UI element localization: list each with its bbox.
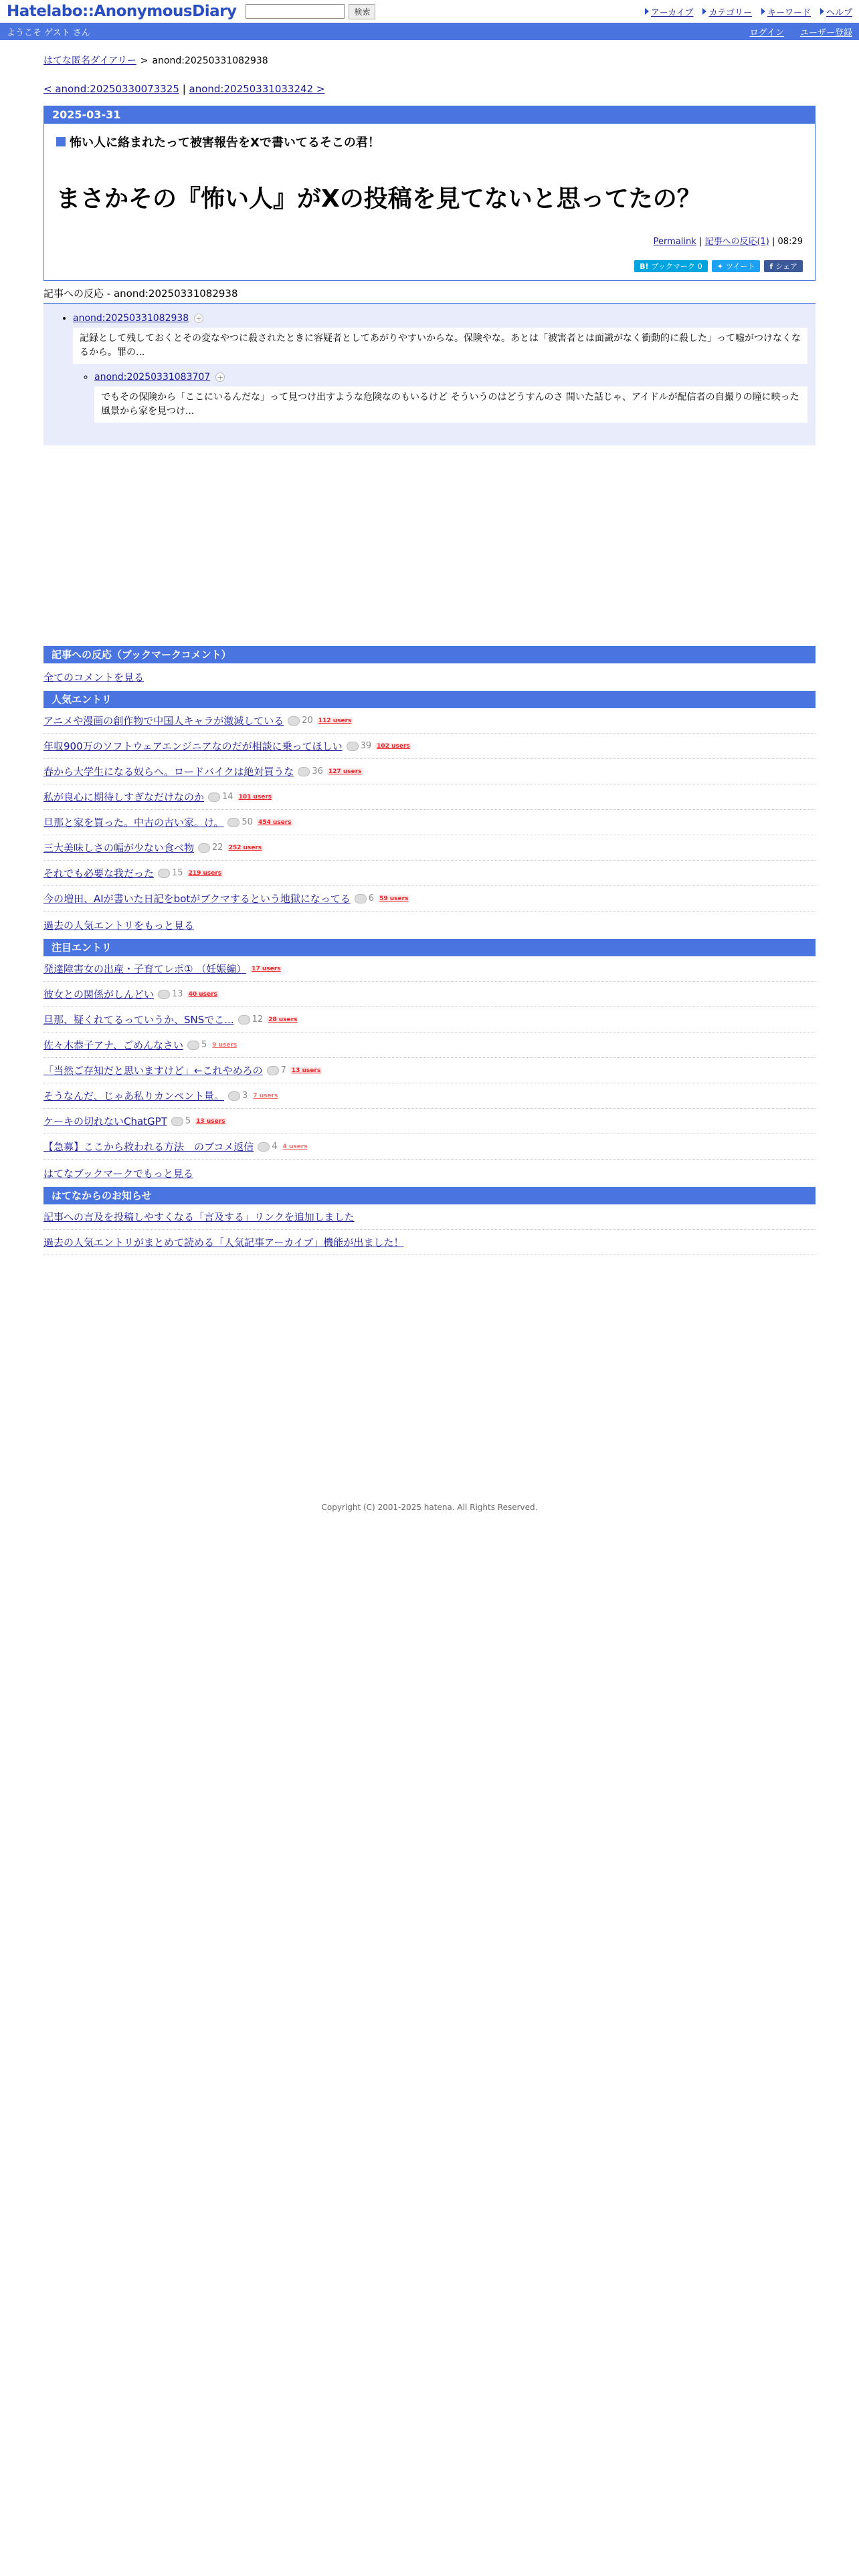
comment-bubble-icon [171,1117,183,1126]
search-input[interactable] [246,4,345,19]
nav-help-label: ヘルプ [826,7,852,18]
featured-entry-link[interactable]: ケーキの切れないChatGPT [43,1115,167,1128]
site-logo[interactable]: Hatelabo::AnonymousDiary [7,3,237,20]
reactions-link[interactable]: 記事への反応(1) [704,237,769,247]
expand-plus-icon[interactable]: + [215,372,225,382]
comment-count[interactable] [158,989,183,999]
hatena-bookmark-label: ブックマーク [651,262,695,271]
triangle-icon [645,8,649,15]
comment-bubble-icon [228,1091,240,1101]
featured-entry-link[interactable]: 佐々木恭子アナ、ごめんなさい [43,1039,183,1051]
popular-entry [43,708,816,734]
comment-count-value: 20 [302,716,313,726]
users-badge[interactable]: 7 users [253,1092,278,1099]
users-badge[interactable]: 9 users [212,1041,237,1049]
reaction-item [52,313,807,423]
popular-entry [43,861,816,886]
more-popular-link[interactable]: 過去の人気エントリをもっと見る [43,920,195,932]
nav-category-label: カテゴリー [708,7,752,18]
reaction-child [73,372,807,423]
breadcrumb-home[interactable]: はてな匿名ダイアリー [43,56,136,66]
featured-entry [43,1134,816,1160]
breadcrumb-current: anond:20250331082938 [152,56,268,66]
comment-count-value: 14 [222,792,233,802]
featured-entry [43,956,816,982]
reactions-tree [43,304,816,445]
hatena-bookmark-button[interactable] [634,260,708,272]
nav-keyword-label: キーワード [767,7,811,18]
nav-archive[interactable] [645,5,694,18]
users-badge[interactable]: 28 users [268,1016,298,1023]
comment-count-value: 13 [172,989,183,999]
popular-entries-heading: 人気エントリ [43,691,816,708]
popular-entry [43,784,816,810]
breadcrumb-separator: > [140,56,149,66]
comment-count-value: 39 [360,741,372,751]
comment-count-value: 22 [212,843,223,853]
entry-text: まさかその『怖い人』がXの投稿を見てないと思ってたの？ [56,185,701,213]
users-badge[interactable]: 112 users [318,717,352,724]
users-badge[interactable]: 219 users [188,869,222,877]
expand-plus-icon[interactable]: + [194,314,203,323]
nav-category[interactable] [702,5,751,18]
featured-entry [43,1007,816,1033]
users-badge[interactable]: 17 users [252,965,281,972]
comment-count[interactable] [198,843,223,853]
comment-count-value: 12 [252,1014,264,1025]
more-bookmarks-link[interactable]: はてなブックマークでもっと見る [43,1168,193,1180]
featured-entries-list [43,956,816,1160]
entry-meta [56,234,803,247]
hatena-news-heading: はてなからのお知らせ [43,1187,816,1204]
top-bar [0,0,859,23]
popular-entry [43,886,816,911]
reactions-heading: 記事への反応 - anond:20250331082938 [43,286,816,304]
comment-bubble-icon [258,1142,270,1152]
users-badge[interactable]: 101 users [238,793,272,800]
popular-entry [43,835,816,861]
popular-entry [43,810,816,835]
comment-count[interactable] [288,716,313,726]
triangle-icon [820,8,824,15]
triangle-icon [761,8,765,15]
permalink-link[interactable]: Permalink [653,237,696,247]
comment-count[interactable] [258,1142,277,1152]
reaction-quote: 記録として残しておくとその変なやつに殺されたときに容疑者としてあがりやすいからな。保険やな。あとは「被害者とは面識がなく衝動的に殺した」って嘘がつけなくなるから。罪の... [73,328,807,364]
users-badge[interactable]: 4 users [282,1143,308,1150]
copyright: Copyright (C) 2001-2025 hatena. All Rights Reserved. [321,1503,538,1512]
featured-entry [43,1083,816,1109]
comment-bubble-icon [198,843,210,853]
comment-bubble-icon [208,792,220,802]
popular-entries-list [43,708,816,911]
top-nav [645,5,852,18]
facebook-share-label: シェア [775,262,797,271]
share-buttons [56,260,803,272]
comment-bubble-icon [355,894,367,903]
comment-bubble-icon [158,869,170,878]
main-content [43,40,816,1512]
featured-entry [43,1058,816,1083]
comment-count[interactable] [227,817,253,827]
welcome-bar [0,23,859,40]
users-badge[interactable]: 13 users [196,1117,225,1125]
reaction-child-quote: でもその保険から「ここにいるんだな」って見つけ出すような危険なのもいるけど そういうのはどうすんのさ 間いた話じゃ、アイドルが配信者の自撮りの瞳に映った風景から家を見つけ... [94,387,807,423]
tweet-button[interactable] [712,260,761,272]
breadcrumb [43,53,816,67]
popular-entry-link[interactable]: 今の増田、AIが書いた日記をbotがブクマするという地獄になってる [43,893,351,905]
comment-bubble-icon [227,818,240,827]
search-button[interactable]: 検索 [349,4,375,19]
entry-date: 2025-03-31 [44,106,815,124]
news-item-link[interactable]: 過去の人気エントリがまとめて読める「人気記事アーカイブ」機能が出ました！ [43,1237,404,1249]
comment-bubble-icon [187,1041,199,1050]
comment-count-value: 3 [242,1091,248,1101]
comment-bubble-icon [288,716,300,726]
login-link[interactable]: ログイン [749,27,784,38]
comment-count[interactable] [238,1014,264,1025]
nav-help[interactable] [820,5,852,18]
popular-entry-link[interactable]: 私が良心に期待しすぎなだけなのか [43,791,205,803]
comment-count[interactable] [228,1091,248,1101]
comment-count-value: 36 [312,766,323,776]
comment-count-value: 6 [368,893,375,903]
featured-entry [43,982,816,1007]
comment-count-value: 50 [242,817,253,827]
ad-space [43,445,816,646]
users-badge[interactable]: 59 users [379,895,409,902]
bookmark-comments-heading: 記事への反応（ブックマークコメント） [43,646,816,663]
comment-count[interactable] [158,868,183,878]
entry-title [56,133,803,150]
nav-archive-label: アーカイブ [650,7,694,18]
facebook-f-icon: f [769,261,773,271]
pager-separator: | [182,83,186,95]
meta-separator: | [772,237,775,247]
comment-count[interactable] [347,741,372,751]
comment-bubble-icon [238,1015,250,1025]
reaction-child-link[interactable]: ◦ anond:20250331083707 [94,372,211,383]
comment-count-value: 5 [185,1116,191,1126]
users-badge[interactable]: 13 users [291,1067,321,1074]
featured-entry-link[interactable]: 彼女との関係がしんどい [43,988,155,1000]
comment-count[interactable] [208,792,233,802]
meta-separator: | [698,237,702,247]
popular-entry-link[interactable]: 三大美味しさの幅が少ない食べ物 [43,842,195,854]
comment-count[interactable] [267,1065,286,1075]
popular-entry-link[interactable]: アニメや漫画の創作物で中国人キャラが激減している [43,715,284,727]
comment-count[interactable] [171,1116,191,1126]
comment-bubble-icon [158,990,170,999]
comment-bubble-icon [298,767,310,776]
entry-pager [43,83,816,95]
featured-entry [43,1033,816,1058]
featured-entry-link[interactable]: 発達障害女の出産・子育てレポ① （妊娠編） [43,963,247,975]
comment-bubble-icon [267,1066,279,1075]
search-form [246,4,375,19]
twitter-bird-icon: ✦ [717,261,723,271]
popular-entry [43,759,816,784]
tweet-label: ツイート [725,262,755,271]
comment-count-value: 4 [272,1142,278,1152]
users-badge[interactable]: 40 users [188,990,217,998]
comment-bubble-icon [347,742,359,751]
featured-entries-heading: 注目エントリ [43,939,816,956]
comment-count-value: 5 [201,1040,207,1050]
comment-count[interactable] [355,893,374,903]
comment-count[interactable] [298,766,323,776]
triangle-icon [702,8,706,15]
users-badge[interactable]: 252 users [228,844,262,851]
nav-keyword[interactable] [761,5,811,18]
featured-entry-link[interactable]: 「当然ご存知だと思いますけど」←これやめろの [43,1065,263,1077]
comment-count-value: 15 [172,868,183,878]
featured-entry-link[interactable]: 【急募】ここから救われる方法 のブコメ返信 [43,1141,254,1153]
register-link[interactable]: ユーザー登録 [799,27,852,38]
prev-entry-link[interactable]: < anond:20250330073325 [43,83,179,95]
next-entry-link[interactable]: anond:20250331033242 > [189,83,325,95]
popular-entry-link[interactable]: 春から大学生になる奴らへ。ロードバイクは絶対買うな [43,766,294,778]
hatena-bookmark-count: 0 [697,261,702,271]
reaction-link[interactable]: • anond:20250331082938 [73,313,189,324]
comment-count[interactable] [187,1040,207,1050]
popular-entry-link[interactable]: 年収900万のソフトウェアエンジニアなのだが相談に乗ってほしい [43,740,343,752]
welcome-text: ようこそ ゲスト さん [7,27,90,38]
users-badge[interactable]: 102 users [377,742,410,750]
entry-title-text: 怖い人に絡まれたって被害報告をXで書いてるそこの君！ [70,136,380,150]
entry-box [43,106,816,281]
popular-entry [43,734,816,759]
square-bullet-icon [56,137,66,146]
featured-entry-link[interactable]: 旦那、疑くれてるっていうか、SNSでこ... [43,1014,234,1026]
popular-entry-link[interactable]: 旦那と家を買った。中古の古い家。け。 [43,817,224,829]
all-comments-link[interactable]: 全てのコメントを見る [43,671,145,683]
comment-count-value: 7 [280,1065,286,1075]
news-item-link[interactable]: 記事への言及を投稿しやすくなる「言及する」リンクを追加しました [43,1211,355,1223]
users-badge[interactable]: 454 users [258,819,292,826]
entry-time: 08:29 [777,237,803,247]
featured-entry-link[interactable]: そうなんだ、じゃあ私りカンペント量。 [43,1090,225,1102]
users-badge[interactable]: 127 users [328,768,362,775]
popular-entry-link[interactable]: それでも必要な我だった [43,867,155,879]
hatena-b-icon: B! [640,261,649,271]
facebook-share-button[interactable] [764,260,803,272]
featured-entry [43,1109,816,1134]
